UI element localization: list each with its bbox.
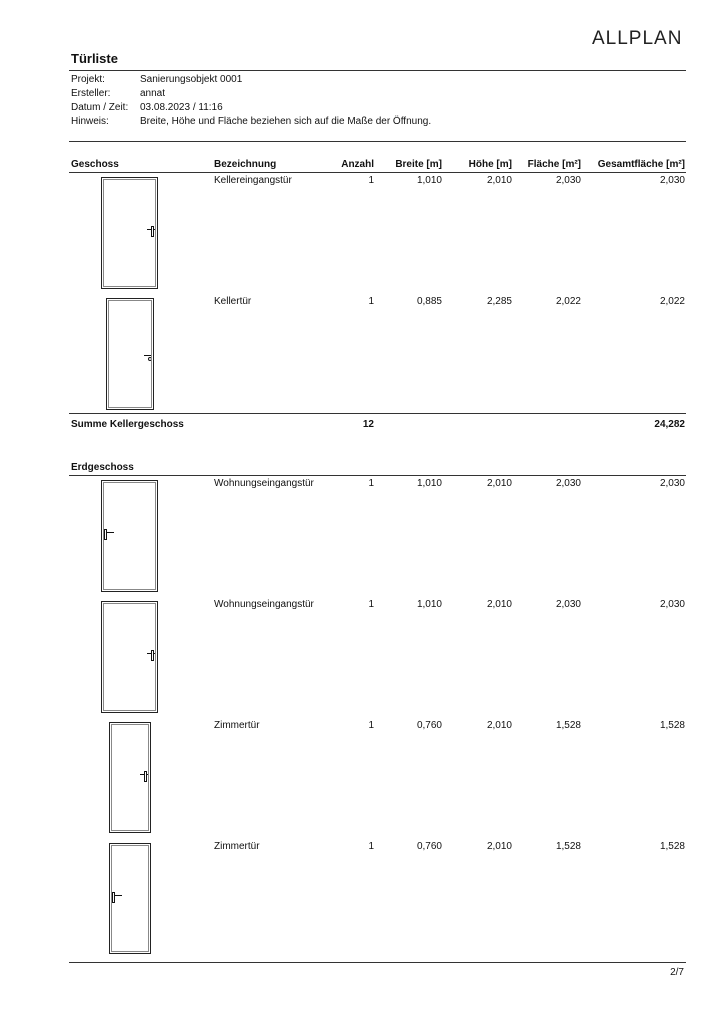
door-drawing — [101, 177, 158, 289]
door-drawing — [106, 298, 154, 410]
door-flaeche: 2,030 — [555, 599, 581, 610]
door-anzahl: 1 — [368, 478, 374, 489]
col-hoehe: Höhe [m] — [468, 159, 512, 170]
meta-label-hinweis: Hinweis: — [71, 116, 109, 127]
door-drawing — [101, 601, 158, 713]
meta-label-ersteller: Ersteller: — [71, 88, 111, 99]
door-name: Wohnungseingangstür — [214, 599, 314, 610]
door-name: Zimmertür — [214, 720, 260, 731]
door-drawing — [101, 480, 158, 592]
sum-anzahl: 12 — [362, 419, 374, 430]
door-hoehe: 2,285 — [486, 296, 512, 307]
door-hoehe: 2,010 — [486, 720, 512, 731]
door-breite: 0,760 — [416, 720, 442, 731]
door-name: Kellertür — [214, 296, 252, 307]
door-name: Zimmertür — [214, 841, 260, 852]
door-handle-icon — [112, 892, 120, 904]
door-breite: 1,010 — [416, 175, 442, 186]
door-anzahl: 1 — [368, 841, 374, 852]
meta-divider — [69, 141, 686, 142]
door-breite: 1,010 — [416, 478, 442, 489]
page-number: 2/7 — [670, 967, 684, 978]
door-flaeche: 2,030 — [555, 478, 581, 489]
door-anzahl: 1 — [368, 175, 374, 186]
door-flaeche: 2,030 — [555, 175, 581, 186]
meta-label-datum: Datum / Zeit: — [71, 102, 129, 113]
meta-label-projekt: Projekt: — [71, 74, 105, 85]
header-divider — [69, 70, 686, 71]
door-anzahl: 1 — [368, 720, 374, 731]
door-name: Kellereingangstür — [214, 175, 292, 186]
door-hoehe: 2,010 — [486, 175, 512, 186]
door-flaeche: 1,528 — [555, 720, 581, 731]
door-gesamt: 2,030 — [659, 175, 685, 186]
section-title-erdgeschoss: Erdgeschoss — [71, 462, 134, 473]
footer-divider — [69, 962, 686, 963]
meta-value-projekt: Sanierungsobjekt 0001 — [140, 74, 243, 85]
allplan-logo: ALLPLAN — [592, 28, 683, 49]
page-title: Türliste — [71, 51, 118, 66]
door-flaeche: 1,528 — [555, 841, 581, 852]
door-gesamt: 1,528 — [659, 841, 685, 852]
door-breite: 1,010 — [416, 599, 442, 610]
door-hoehe: 2,010 — [486, 478, 512, 489]
door-flaeche: 2,022 — [555, 296, 581, 307]
col-anzahl: Anzahl — [341, 159, 374, 170]
meta-value-ersteller: annat — [140, 88, 166, 99]
door-breite: 0,760 — [416, 841, 442, 852]
col-breite: Breite [m] — [395, 159, 442, 170]
door-gesamt: 1,528 — [659, 720, 685, 731]
door-hoehe: 2,010 — [486, 599, 512, 610]
sum-divider — [69, 413, 686, 414]
door-handle-icon — [144, 352, 152, 364]
sum-gesamt: 24,282 — [654, 419, 685, 430]
header-underline — [69, 172, 686, 173]
col-gesamt: Gesamtfläche [m²] — [597, 159, 685, 170]
door-anzahl: 1 — [368, 296, 374, 307]
door-handle-icon — [147, 650, 155, 662]
meta-value-hinweis: Breite, Höhe und Fläche beziehen sich auf die Maße der Öffnung. — [140, 116, 432, 127]
sum-label: Summe Kellergeschoss — [71, 419, 184, 430]
meta-value-datum: 03.08.2023 / 11:16 — [140, 102, 223, 113]
door-drawing — [109, 722, 151, 833]
door-name: Wohnungseingangstür — [214, 478, 314, 489]
section-underline — [69, 475, 686, 476]
door-handle-icon — [104, 529, 112, 541]
door-drawing — [109, 843, 151, 954]
door-gesamt: 2,030 — [659, 478, 685, 489]
door-handle-icon — [147, 226, 155, 238]
door-handle-icon — [140, 771, 148, 783]
col-flaeche: Fläche [m²] — [527, 159, 581, 170]
col-bezeichnung: Bezeichnung — [214, 159, 277, 170]
door-gesamt: 2,030 — [659, 599, 685, 610]
col-geschoss: Geschoss — [71, 159, 119, 170]
door-gesamt: 2,022 — [659, 296, 685, 307]
door-breite: 0,885 — [416, 296, 442, 307]
door-hoehe: 2,010 — [486, 841, 512, 852]
door-anzahl: 1 — [368, 599, 374, 610]
